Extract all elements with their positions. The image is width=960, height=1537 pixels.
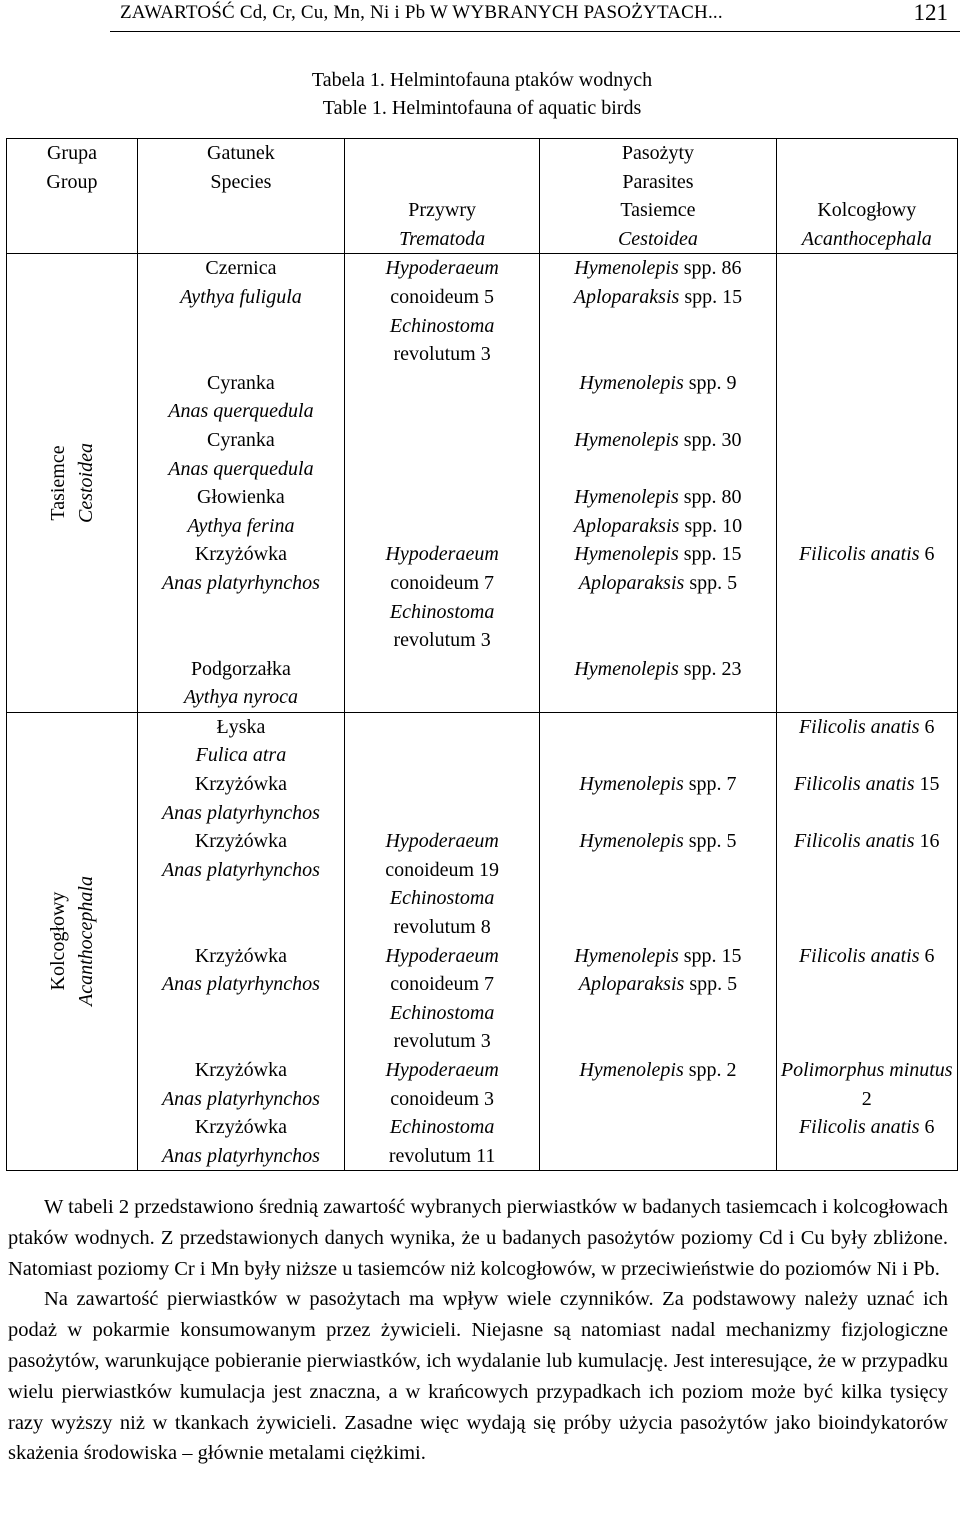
header-rule (110, 31, 960, 32)
trematoda-cell (344, 655, 539, 713)
acanthocephala-cell (776, 369, 957, 426)
header-cestoidea-pl: Tasiemce (620, 199, 696, 222)
page-number: 121 (913, 0, 948, 25)
header-species (137, 139, 344, 254)
running-title: ZAWARTOŚĆ Cd, Cr, Cu, Mn, Ni i Pb W WYBRANYCH PASOŻYTACH... (120, 2, 723, 23)
species-cell: Podgorzałka Aythya nyroca (137, 655, 344, 713)
table-row (7, 1113, 958, 1171)
trematoda-cell: Hypoderaeum conoideum 7 Echinostoma revolutum 3 (344, 540, 539, 654)
trematoda-cell (344, 426, 539, 483)
acanthocephala-cell: Filicolis anatis 6 (776, 1113, 957, 1171)
acanthocephala-cell: Filicolis anatis 15 (776, 770, 957, 827)
cestoidea-cell: Hymenolepis spp. 86 Aploparaksis spp. 15 (540, 254, 776, 369)
trematoda-cell (344, 712, 539, 770)
species-cell: Łyska Fulica atra (137, 712, 344, 770)
paragraph-2: Na zawartość pierwiastków w pasożytach ma wpływ wiele czynników. Za podstawowy należy uznać ich podaż w pokarmie konsumowanym przez żywicieli. Niejasne są natomiast nadal mechanizmy fizjologiczne pasożytów, warunkujące pobieranie pierwiastków, ich wydalanie lub kumulację. Jest interesujące, że w przypadku wielu pierwiastków kumulacja jest znaczna, a w krańcowych przypadkach ich poziom może być kilka tysięcy razy wyższy niż w tkankach żywicieli. Zasadne więc wydają się próby użycia pasożytów jako bioindykatorów skażenia środowiska – głównie metalami ciężkimi. (8, 1288, 948, 1465)
trematoda-cell: Hypoderaeum conoideum 3 (344, 1056, 539, 1113)
cestoidea-cell (540, 1113, 776, 1171)
acanthocephala-cell: Filicolis anatis 16 (776, 827, 957, 941)
header-trematoda (344, 139, 539, 254)
acanthocephala-cell: Polimorphus minutus 2 (776, 1056, 957, 1113)
species-cell: Czernica Aythya fuligula (137, 254, 344, 369)
cestoidea-cell: Hymenolepis spp. 7 (540, 770, 776, 827)
acanthocephala-cell (776, 483, 957, 540)
header-trematoda-la: Trematoda (399, 227, 486, 250)
acanthocephala-cell (776, 655, 957, 713)
table-row (7, 655, 958, 713)
species-cell: Krzyżówka Anas platyrhynchos (137, 1056, 344, 1113)
species-cell: Krzyżówka Anas platyrhynchos (137, 1113, 344, 1171)
cestoidea-cell: Hymenolepis spp. 15 Aploparaksis spp. 5 (540, 942, 776, 1056)
species-cell: Krzyżówka Anas platyrhynchos (137, 770, 344, 827)
cestoidea-cell (540, 712, 776, 770)
header-trematoda-pl: Przywry (408, 199, 476, 222)
species-cell: Cyranka Anas querquedula (137, 369, 344, 426)
cestoidea-cell: Hymenolepis spp. 5 (540, 827, 776, 941)
species-cell: Głowienka Aythya ferina (137, 483, 344, 540)
cestoidea-cell: Hymenolepis spp. 15 Aploparaksis spp. 5 (540, 540, 776, 654)
trematoda-cell: Hypoderaeum conoideum 5 Echinostoma revolutum 3 (344, 254, 539, 369)
table-row (7, 712, 958, 770)
table-row (7, 770, 958, 827)
acanthocephala-cell: Filicolis anatis 6 (776, 942, 957, 1056)
species-cell: Krzyżówka Anas platyrhynchos (137, 827, 344, 941)
species-cell: Krzyżówka Anas platyrhynchos (137, 540, 344, 654)
table-header-row (7, 139, 958, 254)
header-cestoidea (540, 139, 776, 254)
table-row (7, 426, 958, 483)
table-row (7, 1056, 958, 1113)
helminth-table (6, 138, 958, 1171)
cestoidea-cell: Hymenolepis spp. 30 (540, 426, 776, 483)
cestoidea-cell: Hymenolepis spp. 9 (540, 369, 776, 426)
table-caption-pl: Tabela 1. Helmintofauna ptaków wodnych (311, 69, 653, 91)
running-header (0, 0, 960, 32)
header-parasites-en: Parasites (622, 170, 694, 193)
table-row (7, 254, 958, 369)
header-group (7, 139, 138, 254)
trematoda-cell: Echinostoma revolutum 11 (344, 1113, 539, 1171)
table-row (7, 369, 958, 426)
cestoidea-cell: Hymenolepis spp. 80 Aploparaksis spp. 10 (540, 483, 776, 540)
trematoda-cell: Hypoderaeum conoideum 19 Echinostoma revolutum 8 (344, 827, 539, 941)
header-acanthocephala-la: Acanthocephala (801, 227, 932, 250)
group-cell: Tasiemce Cestoidea (7, 254, 138, 713)
acanthocephala-cell: Filicolis anatis 6 (776, 712, 957, 770)
table-row (7, 942, 958, 1056)
header-acanthocephala-pl: Kolcogłowy (817, 199, 917, 222)
header-group-pl: Grupa (46, 142, 97, 164)
trematoda-cell (344, 770, 539, 827)
cestoidea-cell: Hymenolepis spp. 2 (540, 1056, 776, 1113)
header-group-en: Group (46, 170, 98, 193)
table-body (7, 254, 958, 1171)
group-cell: Kolcogłowy Acanthocephala (7, 712, 138, 1171)
paragraph-1: W tabeli 2 przedstawiono średnią zawartość wybranych pierwiastków w badanych tasiemcach i kolcogłowach ptaków wodnych. Z przedstawionych danych wynika, że u badanych pasożytów poziomy Cd i Cu były zbliżone. Natomiast poziomy Cr i Mn były niższe u tasiemców niż kolcogłowów, w przeciwieństwie do poziomów Ni i Pb. (8, 1196, 948, 1280)
header-acanthocephala (776, 139, 957, 254)
table-row (7, 540, 958, 654)
table-row (7, 483, 958, 540)
header-cestoidea-la: Cestoidea (617, 227, 698, 250)
header-species-en: Species (210, 170, 272, 193)
acanthocephala-cell: Filicolis anatis 6 (776, 540, 957, 654)
trematoda-cell (344, 483, 539, 540)
cestoidea-cell: Hymenolepis spp. 23 (540, 655, 776, 713)
trematoda-cell (344, 369, 539, 426)
header-parasites-pl: Pasożyty (621, 142, 695, 164)
body-text (8, 1192, 948, 1469)
acanthocephala-cell (776, 426, 957, 483)
table-row (7, 827, 958, 941)
species-cell: Krzyżówka Anas platyrhynchos (137, 942, 344, 1056)
header-species-pl: Gatunek (207, 142, 275, 164)
species-cell: Cyranka Anas querquedula (137, 426, 344, 483)
acanthocephala-cell (776, 254, 957, 369)
table-caption-en: Table 1. Helmintofauna of aquatic birds (322, 97, 642, 119)
trematoda-cell: Hypoderaeum conoideum 7 Echinostoma revolutum 3 (344, 942, 539, 1056)
table-caption (0, 66, 960, 122)
